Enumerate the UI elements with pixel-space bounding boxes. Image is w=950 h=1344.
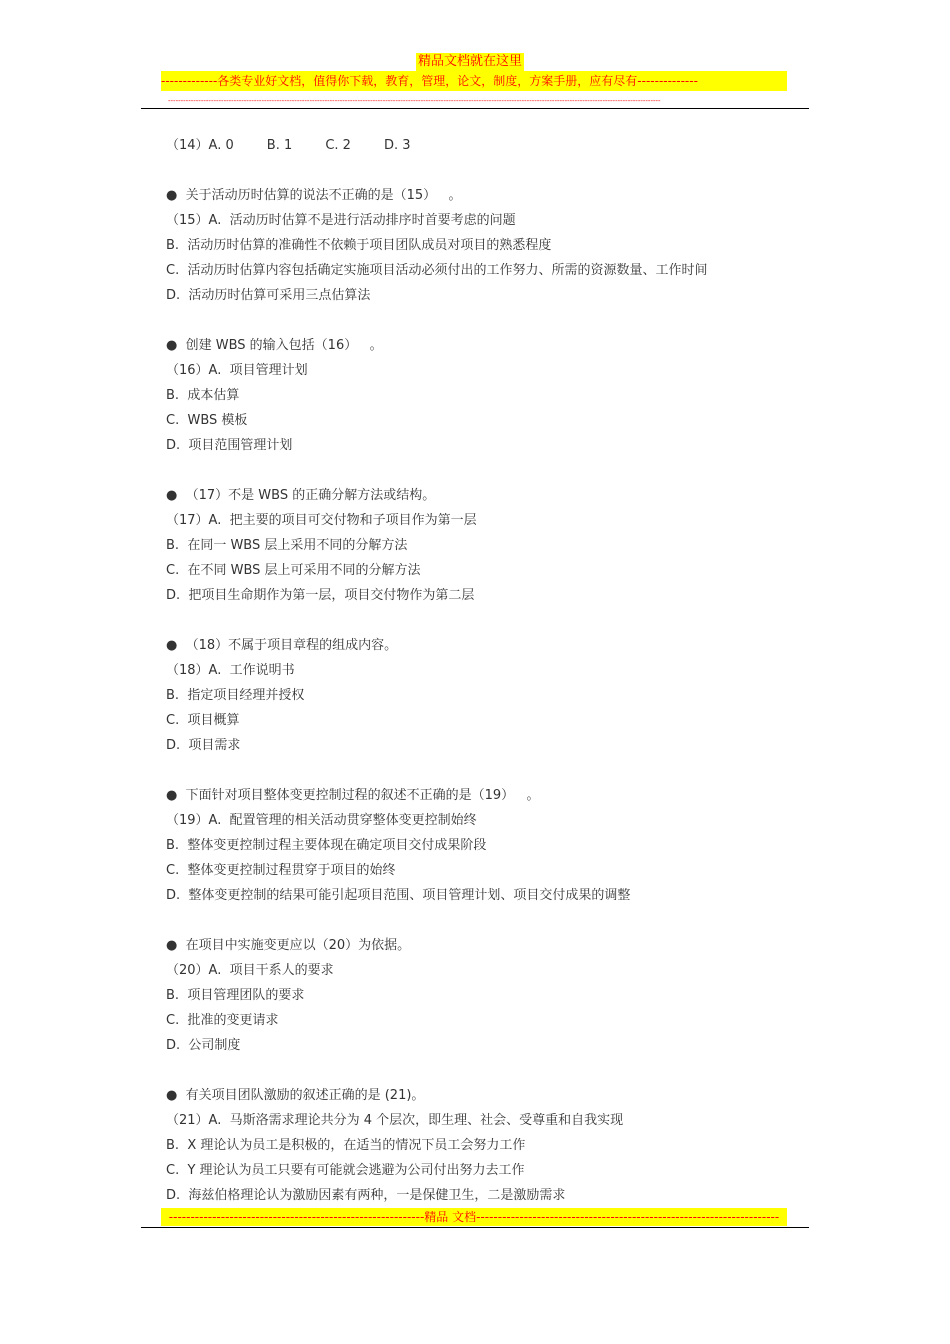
question-16 — [166, 333, 826, 458]
option-a: （19）A. 配置管理的相关活动贯穿整体变更控制始终 — [166, 813, 477, 828]
option-a: （16）A. 项目管理计划 — [166, 363, 308, 378]
option-c: C. Y 理论认为员工只要有可能就会逃避为公司付出努力去工作 — [166, 1163, 525, 1178]
footer-banner: -----------------------------------------------------------精品 文档---------------------------------------------------------------------- — [161, 1208, 787, 1226]
spacer — [166, 758, 826, 783]
question-stem: ● （17）不是 WBS 的正确分解方法或结构。 — [166, 488, 436, 503]
spacer — [166, 458, 826, 483]
option-a: （17）A. 把主要的项目可交付物和子项目作为第一层 — [166, 513, 477, 528]
option-c: C. 活动历时估算内容包括确定实施项目活动必须付出的工作努力、所需的资源数量、工作时间 — [166, 263, 708, 278]
q14-options: （14）A. 0 B. 1 C. 2 D. 3 — [166, 138, 411, 153]
option-d: D. 整体变更控制的结果可能引起项目范围、项目管理计划、项目交付成果的调整 — [166, 888, 631, 903]
spacer — [166, 1058, 826, 1083]
option-b: B. 在同一 WBS 层上采用不同的分解方法 — [166, 538, 408, 553]
option-a: （18）A. 工作说明书 — [166, 663, 295, 678]
option-c: C. 项目概算 — [166, 713, 240, 728]
question-stem: ● 创建 WBS 的输入包括（16） 。 — [166, 338, 383, 353]
option-b: B. 整体变更控制过程主要体现在确定项目交付成果阶段 — [166, 838, 487, 853]
option-b: B. 成本估算 — [166, 388, 240, 403]
question-21 — [166, 1083, 826, 1208]
spacer — [166, 608, 826, 633]
option-b: B. 指定项目经理并授权 — [166, 688, 305, 703]
question-stem: ● 有关项目团队激励的叙述正确的是 (21)。 — [166, 1088, 425, 1103]
option-d: D. 海兹伯格理论认为激励因素有两种，一是保健卫生，二是激励需求 — [166, 1188, 566, 1203]
spacer — [166, 158, 826, 183]
question-18 — [166, 633, 826, 758]
option-b: B. 项目管理团队的要求 — [166, 988, 305, 1003]
question-20 — [166, 933, 826, 1058]
option-b: B. X 理论认为员工是积极的，在适当的情况下员工会努力工作 — [166, 1138, 526, 1153]
option-d: D. 把项目生命期作为第一层，项目交付物作为第二层 — [166, 588, 475, 603]
option-c: C. WBS 模板 — [166, 413, 248, 428]
option-a: （21）A. 马斯洛需求理论共分为 4 个层次，即生理、社会、受尊重和自我实现 — [166, 1113, 624, 1128]
spacer — [166, 908, 826, 933]
option-c: C. 批准的变更请求 — [166, 1013, 279, 1028]
spacer — [166, 308, 826, 333]
question-stem: ● 关于活动历时估算的说法不正确的是（15） 。 — [166, 188, 462, 203]
option-d: D. 项目需求 — [166, 738, 241, 753]
header-dashed-line: --------------------------------------------------------------------------------------------------------------------------------------------------------------------------------------------------- — [168, 97, 661, 105]
question-stem: ● （18）不属于项目章程的组成内容。 — [166, 638, 398, 653]
header-rule — [141, 108, 809, 109]
question-stem: ● 下面针对项目整体变更控制过程的叙述不正确的是（19） 。 — [166, 788, 540, 803]
footer-rule — [141, 1227, 809, 1228]
option-c: C. 整体变更控制过程贯穿于项目的始终 — [166, 863, 396, 878]
option-a: （15）A. 活动历时估算不是进行活动排序时首要考虑的问题 — [166, 213, 516, 228]
option-b: B. 活动历时估算的准确性不依赖于项目团队成员对项目的熟悉程度 — [166, 238, 552, 253]
option-d: D. 活动历时估算可采用三点估算法 — [166, 288, 371, 303]
option-a: （20）A. 项目干系人的要求 — [166, 963, 334, 978]
option-d: D. 项目范围管理计划 — [166, 438, 293, 453]
option-c: C. 在不同 WBS 层上可采用不同的分解方法 — [166, 563, 421, 578]
question-15 — [166, 183, 826, 308]
document-body — [166, 133, 826, 1208]
header-title: 精品文档就在这里 — [418, 54, 523, 69]
option-d: D. 公司制度 — [166, 1038, 241, 1053]
question-stem: ● 在项目中实施变更应以（20）为依据。 — [166, 938, 411, 953]
header-banner: -------------各类专业好文档，值得你下载，教育，管理，论文，制度，方案手册，应有尽有-------------- — [161, 71, 787, 91]
question-19 — [166, 783, 826, 908]
question-17 — [166, 483, 826, 608]
